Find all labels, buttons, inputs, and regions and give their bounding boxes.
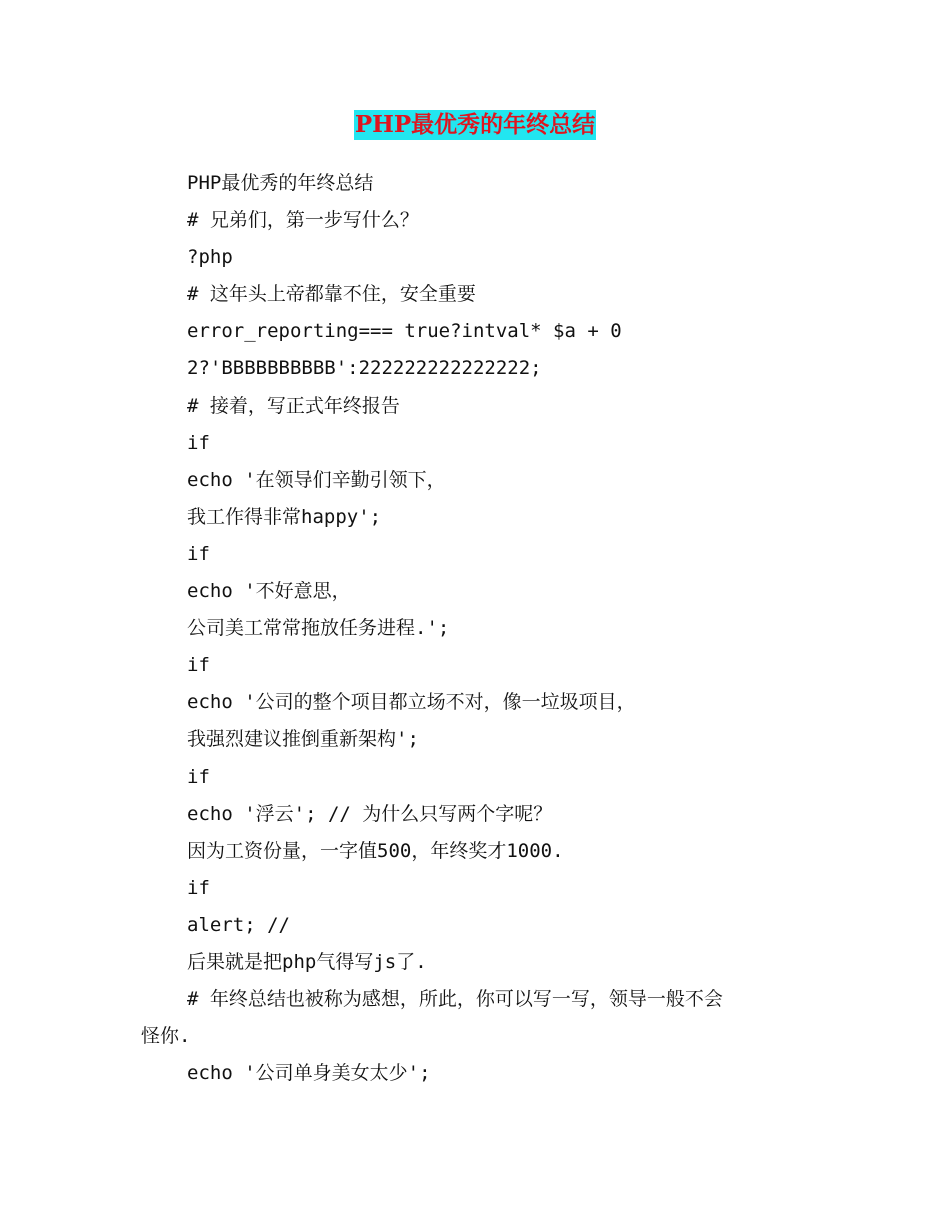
body-line: if bbox=[187, 765, 210, 788]
body-line: 我工作得非常happy'; bbox=[187, 505, 382, 528]
title-container bbox=[0, 110, 950, 140]
body-line: 我强烈建议推倒重新架构'; bbox=[187, 728, 419, 751]
body-line: echo '公司的整个项目都立场不对，像一垃圾项目， bbox=[187, 691, 636, 714]
body-line: 后果就是把php气得写js了. bbox=[187, 950, 427, 973]
body-line: # 接着，写正式年终报告 bbox=[187, 394, 400, 417]
body-line-continuation: 怪你. bbox=[141, 1025, 191, 1048]
body-line: if bbox=[187, 542, 210, 565]
body-line: # 兄弟们，第一步写什么？ bbox=[187, 209, 419, 232]
body-line: 因为工资份量，一字值500，年终奖才1000. bbox=[187, 839, 564, 862]
body-line: # 年终总结也被称为感想，所此，你可以写一写，领导一般不会 bbox=[187, 988, 723, 1011]
body-line: 公司美工常常拖放任务进程.'; bbox=[187, 617, 450, 640]
body-line: echo '浮云'; // 为什么只写两个字呢？ bbox=[187, 802, 553, 825]
body-line: echo '不好意思， bbox=[187, 580, 351, 603]
body-line: ?php bbox=[187, 246, 233, 269]
document-body bbox=[0, 165, 950, 1092]
body-line: 2?'BBBBBBBBBB':222222222222222; bbox=[187, 357, 542, 380]
body-line: if bbox=[187, 654, 210, 677]
body-line: # 这年头上帝都靠不住，安全重要 bbox=[187, 283, 476, 306]
body-line: echo '公司单身美女太少'; bbox=[187, 1062, 431, 1085]
body-line: echo '在领导们辛勤引领下， bbox=[187, 468, 446, 491]
body-line: if bbox=[187, 431, 210, 454]
body-line: PHP最优秀的年终总结 bbox=[187, 172, 374, 194]
body-line: error_reporting=== true?intval* $a + 0 bbox=[187, 320, 622, 343]
document-title: PHP最优秀的年终总结 bbox=[354, 111, 596, 138]
body-line: alert; // bbox=[187, 913, 290, 936]
body-line: if bbox=[187, 876, 210, 899]
